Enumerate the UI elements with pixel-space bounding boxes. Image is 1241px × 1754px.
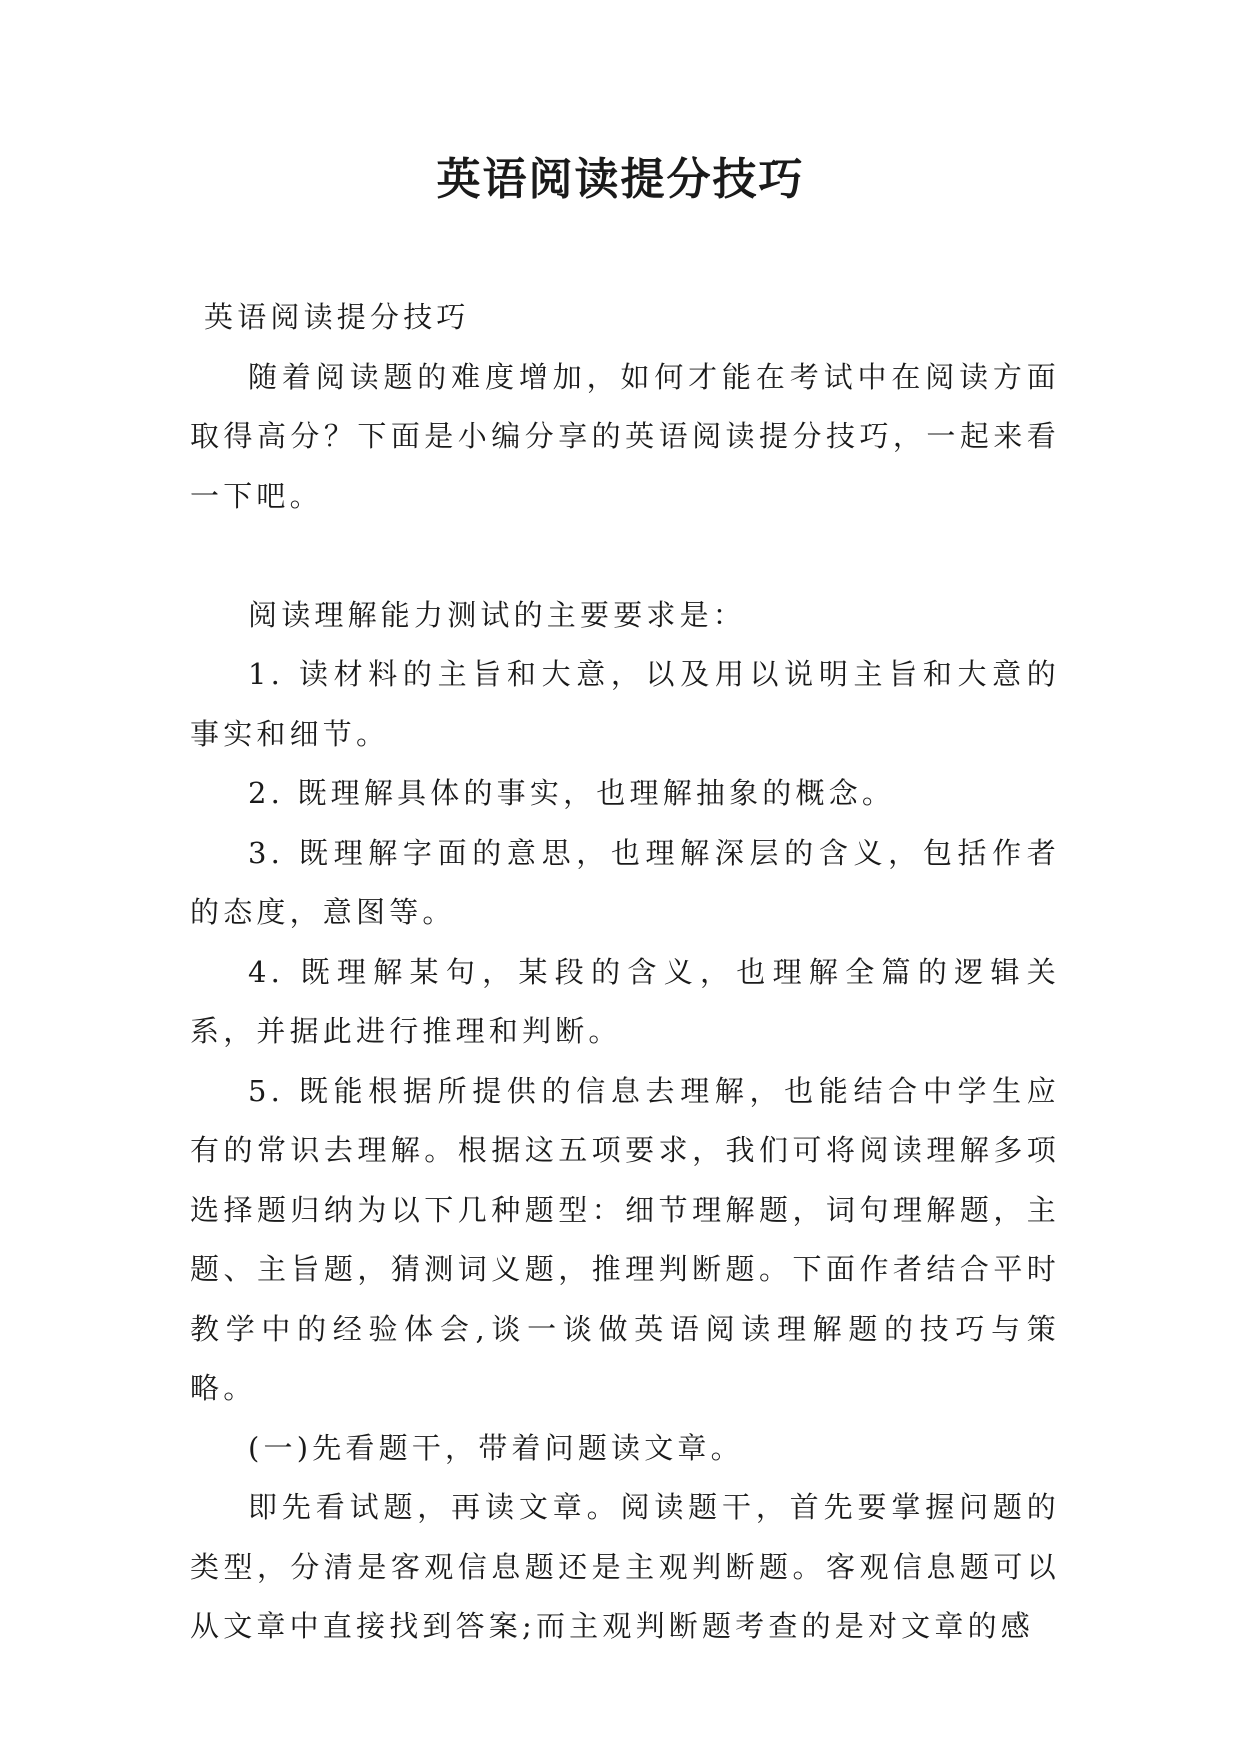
requirement-item-2: 2. 既理解具体的事实，也理解抽象的概念。 xyxy=(248,776,896,810)
requirement-item-4: 4. 既理解某句，某段的含义，也理解全篇的逻辑关系，并据此进行推理和判断。 xyxy=(190,954,1060,1048)
document-body xyxy=(190,288,1060,1657)
section-heading-1: (一)先看题干，带着问题读文章。 xyxy=(248,1430,744,1465)
requirement-item-1: 1. 读材料的主旨和大意，以及用以说明主旨和大意的事实和细节。 xyxy=(190,657,1060,751)
section-paragraph: 即先看试题，再读文章。阅读题干，首先要掌握问题的类型，分清是客观信息题还是主观判断题。客观信息题可以从文章中直接找到答案;而主观判断题考查的是对文章的感 xyxy=(190,1490,1060,1643)
document-title: 英语阅读提分技巧 xyxy=(436,154,805,205)
requirements-heading: 阅读理解能力测试的主要要求是： xyxy=(248,597,747,632)
intro-paragraph: 随着阅读题的难度增加，如何才能在考试中在阅读方面取得高分？下面是小编分享的英语阅读提分技巧，一起来看一下吧。 xyxy=(190,359,1060,513)
requirement-item-3: 3. 既理解字面的意思，也理解深层的含义，包括作者的态度，意图等。 xyxy=(190,835,1060,929)
requirement-item-5: 5. 既能根据所提供的信息去理解，也能结合中学生应有的常识去理解。根据这五项要求，我们可将阅读理解多项选择题归纳为以下几种题型：细节理解题，词句理解题，主题、主旨题，猜测词义题，推理判断题。下面作者结合平时教学中的经验体会,谈一谈做英语阅读理解题的技巧与策略。 xyxy=(190,1073,1060,1405)
document-subtitle: 英语阅读提分技巧 xyxy=(204,300,470,334)
